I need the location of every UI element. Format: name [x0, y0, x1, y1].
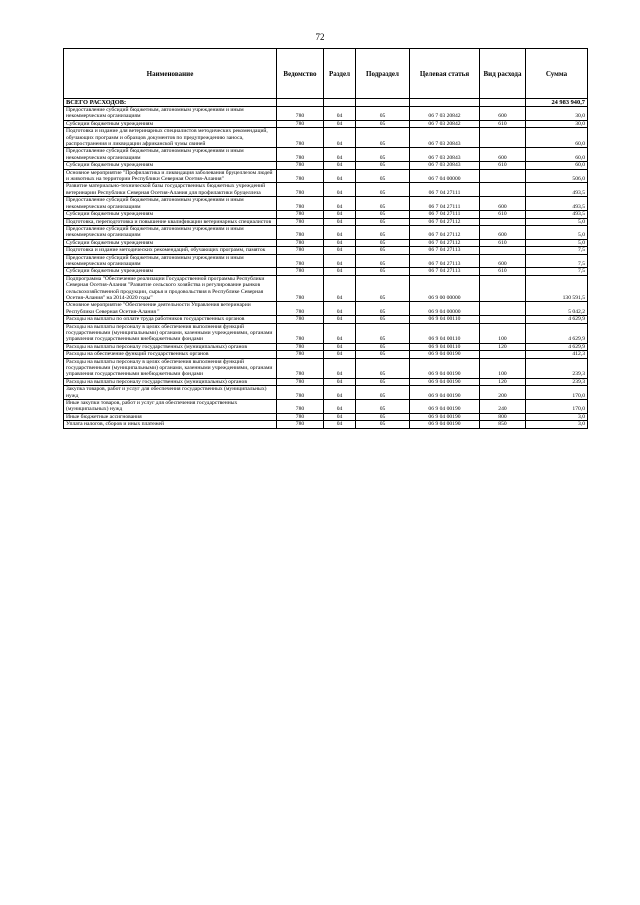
cell-section: 04 — [324, 128, 356, 148]
cell-sum: 60,0 — [526, 148, 588, 162]
cell-target: 06 7 03 20843 — [410, 128, 480, 148]
cell-subsection: 05 — [356, 275, 410, 302]
cell-section: 04 — [324, 275, 356, 302]
cell-ministry: 780 — [277, 225, 324, 239]
cell-target: 06 7 04 27112 — [410, 218, 480, 225]
table-row — [64, 421, 588, 428]
table-row — [64, 254, 588, 268]
cell-target: 06 7 04 27111 — [410, 183, 480, 197]
cell-sum: 5,0 — [526, 239, 588, 246]
cell-expense-type: 600 — [480, 107, 526, 121]
cell-section: 04 — [324, 239, 356, 246]
cell-target: 06 9 04 00190 — [410, 413, 480, 420]
table-row — [64, 343, 588, 350]
cell-sum: 170,0 — [526, 386, 588, 400]
cell-expense-type: 120 — [480, 378, 526, 385]
cell-target: 06 9 04 00190 — [410, 421, 480, 428]
cell-section: 04 — [324, 343, 356, 350]
total-empty — [356, 99, 410, 107]
cell-target: 06 7 03 20842 — [410, 107, 480, 121]
cell-target: 06 7 04 27113 — [410, 254, 480, 268]
cell-expense-type: 600 — [480, 225, 526, 239]
cell-subsection: 05 — [356, 169, 410, 183]
cell-name: Субсидии бюджетным учреждениям — [64, 162, 277, 169]
table-row — [64, 197, 588, 211]
cell-subsection: 05 — [356, 107, 410, 121]
cell-subsection: 05 — [356, 148, 410, 162]
cell-ministry: 780 — [277, 358, 324, 378]
cell-subsection: 05 — [356, 218, 410, 225]
cell-subsection: 05 — [356, 323, 410, 343]
cell-section: 04 — [324, 247, 356, 254]
cell-subsection: 05 — [356, 386, 410, 400]
cell-name: Подготовка и издание для ветеринарных специалистов методических рекомендаций, обучающих программ и образцов документов по предупреждению заноса, распространения и ликвидации африканской чумы свиней — [64, 128, 277, 148]
cell-ministry: 780 — [277, 275, 324, 302]
cell-expense-type: 600 — [480, 197, 526, 211]
table-row — [64, 386, 588, 400]
cell-name: Расходы на выплаты персоналу государственных (муниципальных) органов — [64, 343, 277, 350]
table-row — [64, 107, 588, 121]
cell-name: Субсидии бюджетным учреждениям — [64, 211, 277, 218]
cell-target: 06 7 03 20843 — [410, 162, 480, 169]
cell-target: 06 7 04 27112 — [410, 225, 480, 239]
cell-subsection: 05 — [356, 378, 410, 385]
cell-section: 04 — [324, 120, 356, 127]
cell-section: 04 — [324, 211, 356, 218]
cell-target: 06 9 04 00000 — [410, 302, 480, 316]
cell-sum: 7,5 — [526, 268, 588, 275]
cell-target: 06 7 03 20843 — [410, 148, 480, 162]
cell-section: 04 — [324, 316, 356, 323]
cell-sum: 493,5 — [526, 211, 588, 218]
cell-ministry: 780 — [277, 302, 324, 316]
cell-sum: 7,5 — [526, 247, 588, 254]
cell-subsection: 05 — [356, 239, 410, 246]
cell-subsection: 05 — [356, 183, 410, 197]
cell-ministry: 780 — [277, 107, 324, 121]
cell-section: 04 — [324, 183, 356, 197]
cell-section: 04 — [324, 148, 356, 162]
cell-expense-type: 610 — [480, 239, 526, 246]
cell-name: Иные закупки товаров, работ и услуг для обеспечения государственных (муниципальных) нужд — [64, 400, 277, 414]
cell-name: Расходы на выплаты по оплате труда работников государственных органов — [64, 316, 277, 323]
cell-sum: 506,0 — [526, 169, 588, 183]
cell-sum: 170,0 — [526, 400, 588, 414]
cell-name: Подпрограмма "Обеспечение реализации Государственной программы Республики Северная Осетия-Алания "Развитие сельского хозяйства и регулирование рынков сельскохозяйственной продукции, сырья и продовольствия в Республике Северная Осетия-Алания" на 2014-2020 годы" — [64, 275, 277, 302]
table-row — [64, 358, 588, 378]
cell-ministry: 780 — [277, 378, 324, 385]
cell-section: 04 — [324, 323, 356, 343]
cell-section: 04 — [324, 197, 356, 211]
total-label: ВСЕГО РАСХОДОВ: — [64, 99, 277, 107]
cell-name: Субсидии бюджетным учреждениям — [64, 120, 277, 127]
cell-name: Расходы на выплаты персоналу в целях обеспечения выполнения функций государственными (муниципальными) органами, казенными учреждениями, органами управления государственными внебюджетными фондами — [64, 323, 277, 343]
table-row — [64, 413, 588, 420]
cell-target: 06 9 04 00110 — [410, 323, 480, 343]
cell-name: Закупка товаров, работ и услуг для обеспечения государственных (муниципальных) нужд — [64, 386, 277, 400]
cell-ministry: 780 — [277, 316, 324, 323]
cell-expense-type — [480, 302, 526, 316]
cell-target: 06 9 04 00190 — [410, 400, 480, 414]
cell-name: Подготовка и издание методических рекомендаций, обучающих программ, памяток — [64, 247, 277, 254]
cell-section: 04 — [324, 162, 356, 169]
cell-section: 04 — [324, 107, 356, 121]
cell-section: 04 — [324, 421, 356, 428]
cell-subsection: 05 — [356, 421, 410, 428]
cell-ministry: 780 — [277, 413, 324, 420]
cell-sum: 60,0 — [526, 128, 588, 148]
cell-ministry: 780 — [277, 183, 324, 197]
cell-sum: 30,0 — [526, 120, 588, 127]
cell-subsection: 05 — [356, 400, 410, 414]
cell-target: 06 9 04 00190 — [410, 358, 480, 378]
cell-expense-type — [480, 316, 526, 323]
table-row — [64, 323, 588, 343]
header-subsection: Подраздел — [356, 49, 410, 99]
cell-name: Предоставление субсидий бюджетным, автономным учреждениям и иным некоммерческим организациям — [64, 107, 277, 121]
total-empty — [277, 99, 324, 107]
cell-ministry: 780 — [277, 254, 324, 268]
header-sum: Сумма — [526, 49, 588, 99]
cell-section: 04 — [324, 225, 356, 239]
table-row — [64, 169, 588, 183]
cell-ministry: 780 — [277, 323, 324, 343]
table-row — [64, 162, 588, 169]
cell-expense-type: 610 — [480, 211, 526, 218]
cell-sum: 239,3 — [526, 378, 588, 385]
cell-sum: 130 591,5 — [526, 275, 588, 302]
header-ministry: Ведомство — [277, 49, 324, 99]
cell-target: 06 7 04 27113 — [410, 247, 480, 254]
header-target: Целевая статья — [410, 49, 480, 99]
cell-name: Субсидии бюджетным учреждениям — [64, 239, 277, 246]
cell-name: Предоставление субсидий бюджетным, автономным учреждениям и иным некоммерческим организациям — [64, 254, 277, 268]
table-row — [64, 218, 588, 225]
total-row — [64, 99, 588, 107]
cell-expense-type: 100 — [480, 358, 526, 378]
cell-subsection: 05 — [356, 351, 410, 358]
table-row — [64, 211, 588, 218]
cell-sum: 3,0 — [526, 421, 588, 428]
cell-target: 06 9 00 00000 — [410, 275, 480, 302]
table-row — [64, 378, 588, 385]
cell-sum: 493,5 — [526, 197, 588, 211]
cell-section: 04 — [324, 413, 356, 420]
cell-target: 06 7 04 27113 — [410, 268, 480, 275]
table-row — [64, 247, 588, 254]
cell-section: 04 — [324, 358, 356, 378]
cell-ministry: 780 — [277, 169, 324, 183]
cell-sum: 4 629,9 — [526, 343, 588, 350]
cell-subsection: 05 — [356, 413, 410, 420]
cell-name: Предоставление субсидий бюджетным, автономным учреждениям и иным некоммерческим организациям — [64, 225, 277, 239]
cell-subsection: 05 — [356, 247, 410, 254]
table-row — [64, 148, 588, 162]
cell-target: 06 7 04 00000 — [410, 169, 480, 183]
cell-sum: 7,5 — [526, 254, 588, 268]
cell-section: 04 — [324, 218, 356, 225]
total-empty — [410, 99, 480, 107]
cell-sum: 3,0 — [526, 413, 588, 420]
cell-sum: 30,0 — [526, 107, 588, 121]
cell-name: Расходы на обеспечение функций государственных органов — [64, 351, 277, 358]
cell-name: Субсидии бюджетным учреждениям — [64, 268, 277, 275]
cell-sum: 4 629,9 — [526, 316, 588, 323]
cell-expense-type: 120 — [480, 343, 526, 350]
header-expense-type: Вид расхода — [480, 49, 526, 99]
cell-target: 06 9 04 00110 — [410, 316, 480, 323]
table-row — [64, 225, 588, 239]
budget-table — [63, 48, 588, 429]
cell-expense-type: 600 — [480, 148, 526, 162]
cell-name: Основное мероприятие "Обеспечение деятельности Управления ветеринарии Республики Северная Осетия-Алания " — [64, 302, 277, 316]
header-section: Раздел — [324, 49, 356, 99]
cell-ministry: 780 — [277, 197, 324, 211]
cell-sum: 239,3 — [526, 358, 588, 378]
cell-ministry: 780 — [277, 162, 324, 169]
cell-expense-type — [480, 218, 526, 225]
table-row — [64, 316, 588, 323]
cell-ministry: 780 — [277, 400, 324, 414]
cell-section: 04 — [324, 169, 356, 183]
total-empty — [480, 99, 526, 107]
cell-section: 04 — [324, 351, 356, 358]
table-row — [64, 275, 588, 302]
total-sum: 24 983 940,7 — [526, 99, 588, 107]
cell-name: Предоставление субсидий бюджетным, автономным учреждениям и иным некоммерческим организациям — [64, 148, 277, 162]
cell-ministry: 780 — [277, 239, 324, 246]
cell-subsection: 05 — [356, 211, 410, 218]
cell-expense-type — [480, 247, 526, 254]
cell-expense-type: 200 — [480, 386, 526, 400]
cell-subsection: 05 — [356, 268, 410, 275]
cell-target: 06 9 04 00110 — [410, 343, 480, 350]
cell-target: 06 7 04 27111 — [410, 197, 480, 211]
cell-expense-type — [480, 169, 526, 183]
cell-sum: 4 629,9 — [526, 323, 588, 343]
cell-target: 06 7 04 27111 — [410, 211, 480, 218]
cell-name: Подготовка, переподготовка и повышение квалификации ветеринарных специалистов — [64, 218, 277, 225]
cell-expense-type: 610 — [480, 162, 526, 169]
total-empty — [324, 99, 356, 107]
table-row — [64, 120, 588, 127]
header-row — [64, 49, 588, 99]
cell-subsection: 05 — [356, 343, 410, 350]
cell-sum: 412,3 — [526, 351, 588, 358]
cell-subsection: 05 — [356, 316, 410, 323]
cell-ministry: 780 — [277, 268, 324, 275]
cell-ministry: 780 — [277, 351, 324, 358]
cell-expense-type: 850 — [480, 421, 526, 428]
cell-expense-type: 610 — [480, 268, 526, 275]
cell-section: 04 — [324, 400, 356, 414]
cell-sum: 493,5 — [526, 183, 588, 197]
page-number: 72 — [315, 32, 325, 42]
table-row — [64, 302, 588, 316]
cell-ministry: 780 — [277, 128, 324, 148]
cell-expense-type: 800 — [480, 413, 526, 420]
cell-sum: 5 042,2 — [526, 302, 588, 316]
cell-subsection: 05 — [356, 225, 410, 239]
cell-section: 04 — [324, 386, 356, 400]
cell-name: Предоставление субсидий бюджетным, автономным учреждениям и иным некоммерческим организациям — [64, 197, 277, 211]
cell-target: 06 7 04 27112 — [410, 239, 480, 246]
cell-ministry: 780 — [277, 211, 324, 218]
cell-ministry: 780 — [277, 247, 324, 254]
cell-sum: 5,0 — [526, 225, 588, 239]
cell-section: 04 — [324, 254, 356, 268]
cell-section: 04 — [324, 302, 356, 316]
cell-expense-type — [480, 183, 526, 197]
cell-ministry: 780 — [277, 148, 324, 162]
cell-section: 04 — [324, 378, 356, 385]
cell-name: Развитие материально-технической базы государственных бюджетных учреждений ветеринарии Республики Северная Осетия-Алания для профилактики бруцеллеза — [64, 183, 277, 197]
cell-subsection: 05 — [356, 128, 410, 148]
cell-subsection: 05 — [356, 197, 410, 211]
cell-ministry: 780 — [277, 421, 324, 428]
cell-subsection: 05 — [356, 120, 410, 127]
cell-sum: 5,0 — [526, 218, 588, 225]
cell-expense-type — [480, 351, 526, 358]
cell-expense-type — [480, 128, 526, 148]
cell-subsection: 05 — [356, 358, 410, 378]
cell-ministry: 780 — [277, 218, 324, 225]
table-row — [64, 268, 588, 275]
cell-target: 06 9 04 00190 — [410, 378, 480, 385]
cell-expense-type — [480, 275, 526, 302]
cell-ministry: 780 — [277, 386, 324, 400]
cell-subsection: 05 — [356, 254, 410, 268]
cell-name: Уплата налогов, сборов и иных платежей — [64, 421, 277, 428]
cell-name: Иные бюджетные ассигнования — [64, 413, 277, 420]
cell-target: 06 9 04 00190 — [410, 351, 480, 358]
cell-subsection: 05 — [356, 302, 410, 316]
cell-ministry: 780 — [277, 120, 324, 127]
cell-target: 06 9 04 00190 — [410, 386, 480, 400]
cell-name: Расходы на выплаты персоналу государственных (муниципальных) органов — [64, 378, 277, 385]
cell-expense-type: 600 — [480, 254, 526, 268]
cell-name: Расходы на выплаты персоналу в целях обеспечения выполнения функций государственными (муниципальными) органами, казенными учреждениями, органами управления государственными внебюджетными фондами — [64, 358, 277, 378]
table-row — [64, 183, 588, 197]
table-row — [64, 239, 588, 246]
table-row — [64, 400, 588, 414]
cell-target: 06 7 03 20842 — [410, 120, 480, 127]
cell-expense-type: 240 — [480, 400, 526, 414]
cell-expense-type: 610 — [480, 120, 526, 127]
cell-expense-type: 100 — [480, 323, 526, 343]
header-name: Наименование — [64, 49, 277, 99]
table-row — [64, 351, 588, 358]
cell-sum: 60,0 — [526, 162, 588, 169]
cell-subsection: 05 — [356, 162, 410, 169]
table-row — [64, 128, 588, 148]
cell-section: 04 — [324, 268, 356, 275]
cell-ministry: 780 — [277, 343, 324, 350]
cell-name: Основное мероприятие "Профилактика и ликвидация заболевания бруцеллезом людей и животных на территории Республики Северная Осетия-Алания" — [64, 169, 277, 183]
